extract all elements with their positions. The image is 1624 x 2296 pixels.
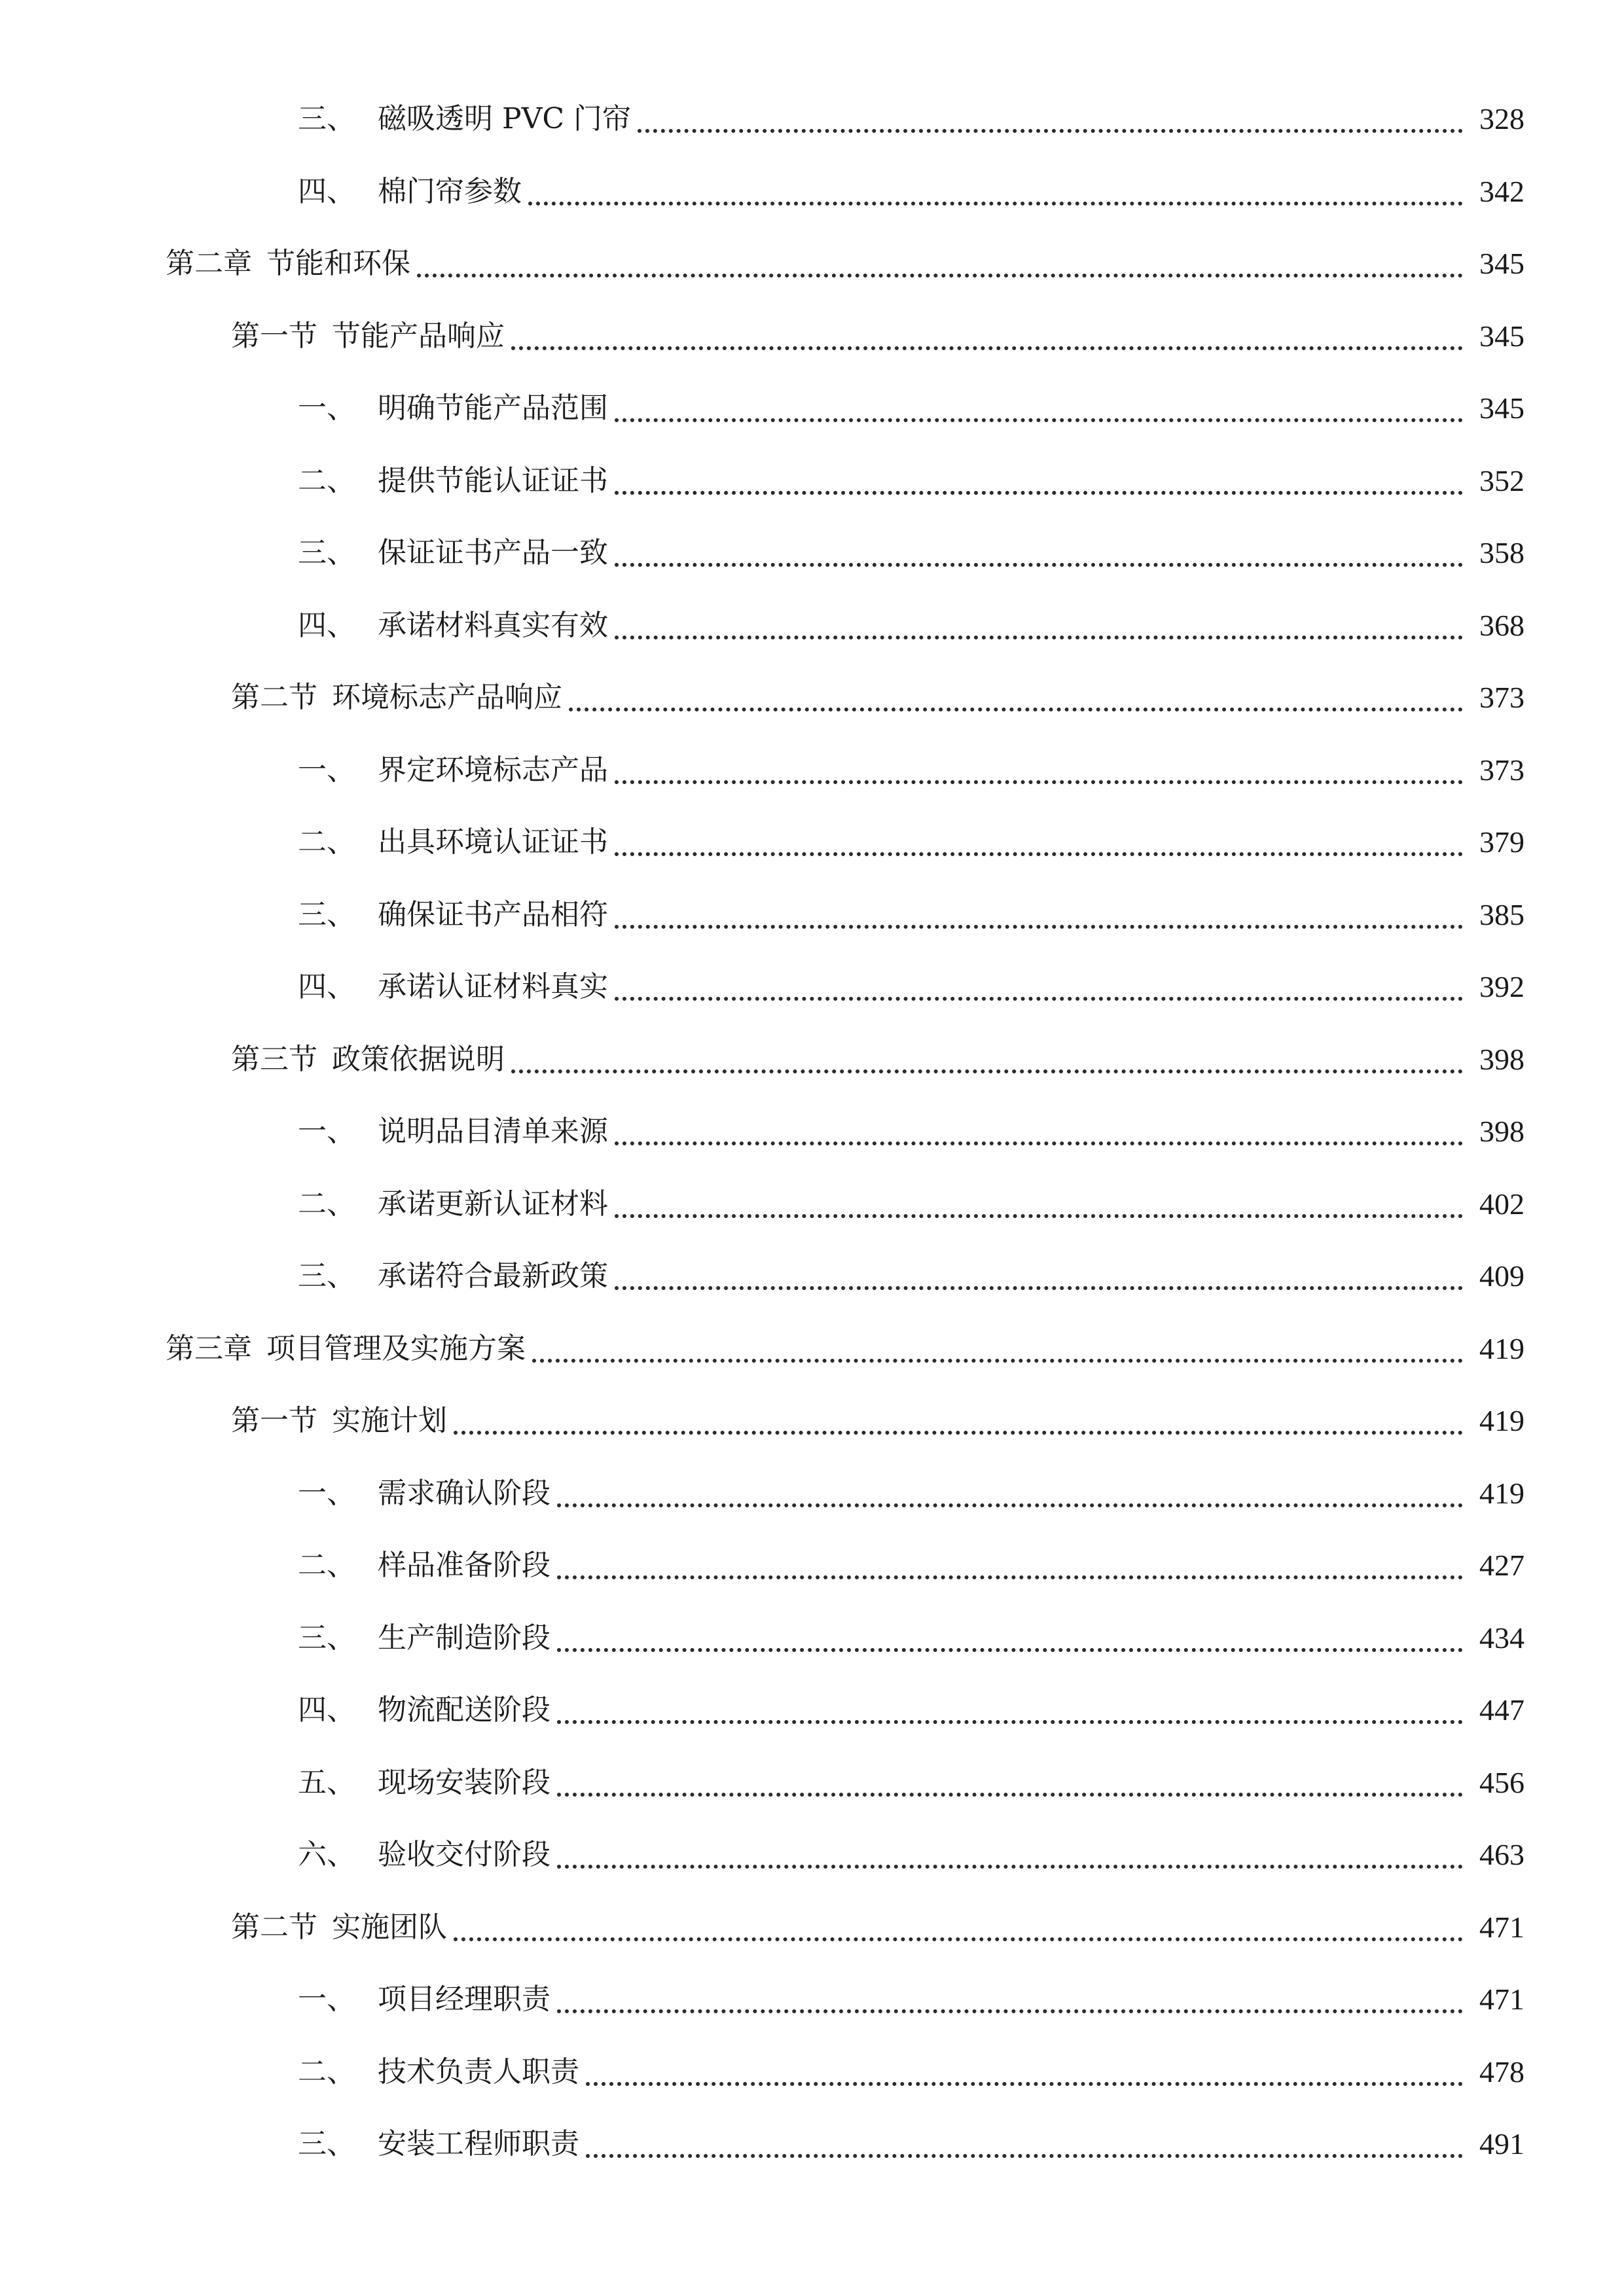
- toc-page-number: 398: [1479, 1043, 1525, 1076]
- toc-entry-number: 四、: [298, 1693, 355, 1727]
- toc-item[interactable]: [298, 1168, 1525, 1240]
- toc-page-number: 392: [1479, 970, 1525, 1003]
- toc-page-number: 463: [1479, 1838, 1525, 1871]
- toc-entry-title: 政策依据说明: [332, 1043, 505, 1076]
- toc-entry-title: 安装工程师职责: [378, 2127, 579, 2161]
- toc-section[interactable]: [231, 1024, 1525, 1096]
- toc-item[interactable]: [298, 879, 1525, 951]
- toc-entry-title: 明确节能产品范围: [378, 391, 608, 425]
- dot-leader: [417, 274, 1463, 278]
- toc-page-number: 447: [1479, 1693, 1525, 1727]
- toc-page-number: 491: [1479, 2127, 1525, 2161]
- toc-page-number: 419: [1479, 1404, 1525, 1437]
- dot-leader: [532, 1359, 1463, 1363]
- toc-entry-number: 三、: [298, 2127, 355, 2161]
- toc-chapter[interactable]: [166, 1313, 1525, 1385]
- dot-leader: [615, 1141, 1463, 1145]
- toc-entry-title: 样品准备阶段: [378, 1549, 550, 1582]
- dot-leader: [528, 202, 1463, 206]
- toc-item[interactable]: [298, 2108, 1525, 2180]
- toc-entry-title: 技术负责人职责: [378, 2055, 579, 2089]
- toc-item[interactable]: [298, 1602, 1525, 1674]
- toc-entry-number: 一、: [298, 753, 355, 787]
- toc-entry-title: 现场安装阶段: [378, 1766, 550, 1799]
- dot-leader: [511, 346, 1463, 350]
- dot-leader: [615, 1286, 1463, 1290]
- toc-page-number: 478: [1479, 2055, 1525, 2089]
- toc-page-number: 373: [1479, 753, 1525, 787]
- toc-item[interactable]: [298, 1240, 1525, 1312]
- toc-entry-title: 承诺更新认证材料: [378, 1187, 608, 1221]
- toc-entry-number: 四、: [298, 609, 355, 642]
- toc-entry-number: 三、: [298, 102, 355, 135]
- toc-entry-number: 一、: [298, 1982, 355, 2016]
- toc-entry-title: 节能产品响应: [332, 319, 505, 353]
- toc-entry-title: 承诺符合最新政策: [378, 1259, 608, 1293]
- toc-page-number: 456: [1479, 1766, 1525, 1799]
- toc-page-number: 342: [1479, 175, 1525, 208]
- dot-leader: [454, 1431, 1463, 1435]
- dot-leader: [557, 2009, 1463, 2013]
- dot-leader: [615, 852, 1463, 856]
- toc-entry-title: 实施计划: [332, 1404, 447, 1437]
- toc-page-number: 385: [1479, 898, 1525, 931]
- toc-item[interactable]: [298, 2036, 1525, 2108]
- dot-leader: [615, 1214, 1463, 1218]
- toc-entry-title: 环境标志产品响应: [332, 681, 562, 714]
- toc-entry-title: 出具环境认证证书: [378, 825, 608, 859]
- toc-entry-title: 实施团队: [332, 1910, 447, 1944]
- toc-entry-number: 第二章: [166, 247, 252, 280]
- toc-entry-number: 一、: [298, 1115, 355, 1148]
- dot-leader: [557, 1575, 1463, 1579]
- toc-entry-number: 第二节: [231, 681, 317, 714]
- toc-entry-number: 四、: [298, 970, 355, 1003]
- toc-item[interactable]: [298, 83, 1525, 155]
- toc-page-number: 345: [1479, 319, 1525, 353]
- toc-page-number: 419: [1479, 1477, 1525, 1510]
- toc-entry-number: 二、: [298, 1549, 355, 1582]
- toc-page-number: 328: [1479, 102, 1525, 135]
- toc-entry-number: 六、: [298, 1838, 355, 1871]
- toc-page-number: 402: [1479, 1187, 1525, 1221]
- toc-item[interactable]: [298, 372, 1525, 444]
- toc-entry-number: 一、: [298, 391, 355, 425]
- dot-leader: [615, 780, 1463, 784]
- toc-page-number: 419: [1479, 1332, 1525, 1365]
- toc-section[interactable]: [231, 1385, 1525, 1457]
- dot-leader: [586, 2082, 1463, 2086]
- dot-leader: [557, 1793, 1463, 1797]
- toc-page-number: 358: [1479, 536, 1525, 569]
- toc-page-number: 471: [1479, 1910, 1525, 1944]
- dot-leader: [569, 708, 1463, 711]
- toc-page-number: 434: [1479, 1621, 1525, 1655]
- toc-entry-title: 承诺材料真实有效: [378, 609, 608, 642]
- toc-page-number: 345: [1479, 391, 1525, 425]
- dot-leader: [615, 636, 1463, 639]
- dot-leader: [615, 925, 1463, 929]
- toc-entry-number: 第一节: [231, 1404, 317, 1437]
- toc-item[interactable]: [298, 1819, 1525, 1891]
- toc-entry-number: 三、: [298, 1259, 355, 1293]
- toc-entry-title: 需求确认阶段: [378, 1477, 550, 1510]
- toc-section[interactable]: [231, 1892, 1525, 1964]
- toc-entry-title: 磁吸透明 PVC 门帘: [378, 102, 632, 135]
- toc-item[interactable]: [298, 734, 1525, 806]
- toc-entry-title: 说明品目清单来源: [378, 1115, 608, 1148]
- toc-entry-number: 二、: [298, 464, 355, 497]
- dot-leader: [615, 491, 1463, 495]
- dot-leader: [638, 129, 1463, 133]
- toc-entry-number: 五、: [298, 1766, 355, 1799]
- toc-entry-title: 项目经理职责: [378, 1982, 550, 2016]
- toc-entry-title: 验收交付阶段: [378, 1838, 550, 1871]
- toc-entry-title: 物流配送阶段: [378, 1693, 550, 1727]
- toc-page-number: 345: [1479, 247, 1525, 280]
- toc-item[interactable]: [298, 1964, 1525, 2036]
- toc-entry-number: 第一节: [231, 319, 317, 353]
- toc-entry-number: 三、: [298, 898, 355, 931]
- dot-leader: [557, 1865, 1463, 1869]
- dot-leader: [615, 997, 1463, 1001]
- toc-page-number: 368: [1479, 609, 1525, 642]
- dot-leader: [586, 2154, 1463, 2158]
- dot-leader: [615, 418, 1463, 422]
- toc-entry-number: 第二节: [231, 1910, 317, 1944]
- toc-item[interactable]: [298, 445, 1525, 517]
- toc-item[interactable]: [298, 156, 1525, 228]
- toc-entry-title: 保证证书产品一致: [378, 536, 608, 569]
- dot-leader: [557, 1720, 1463, 1724]
- toc-entry-title: 生产制造阶段: [378, 1621, 550, 1655]
- toc-page-number: 373: [1479, 681, 1525, 714]
- toc-entry-title: 确保证书产品相符: [378, 898, 608, 931]
- toc-entry-number: 一、: [298, 1477, 355, 1510]
- toc-entry-number: 二、: [298, 825, 355, 859]
- dot-leader: [557, 1503, 1463, 1507]
- dot-leader: [557, 1648, 1463, 1652]
- toc-item[interactable]: [298, 1530, 1525, 1602]
- toc-page-number: 471: [1479, 1982, 1525, 2016]
- toc-entry-number: 第三节: [231, 1043, 317, 1076]
- toc-item[interactable]: [298, 806, 1525, 878]
- toc-chapter[interactable]: [166, 228, 1525, 300]
- toc-section[interactable]: [231, 662, 1525, 734]
- toc-entry-title: 项目管理及实施方案: [266, 1332, 526, 1365]
- toc-item[interactable]: [298, 1458, 1525, 1530]
- toc-entry-number: 第三章: [166, 1332, 252, 1365]
- toc-entry-title: 节能和环保: [266, 247, 410, 280]
- toc-page-number: 398: [1479, 1115, 1525, 1148]
- toc-entry-title: 界定环境标志产品: [378, 753, 608, 787]
- dot-leader: [615, 563, 1463, 567]
- toc-item[interactable]: [298, 590, 1525, 662]
- toc-page-number: 379: [1479, 825, 1525, 859]
- toc-entry-title: 承诺认证材料真实: [378, 970, 608, 1003]
- toc-item[interactable]: [298, 517, 1525, 589]
- toc-item[interactable]: [298, 1096, 1525, 1168]
- toc-entry-number: 二、: [298, 1187, 355, 1221]
- toc-entry-title: 提供节能认证证书: [378, 464, 608, 497]
- toc-entry-number: 三、: [298, 1621, 355, 1655]
- dot-leader: [454, 1937, 1463, 1941]
- toc-item[interactable]: [298, 951, 1525, 1023]
- toc-entry-title: 棉门帘参数: [378, 175, 522, 208]
- toc-entry-number: 四、: [298, 175, 355, 208]
- toc-section[interactable]: [231, 300, 1525, 372]
- toc-page-number: 427: [1479, 1549, 1525, 1582]
- toc-entry-number: 二、: [298, 2055, 355, 2089]
- toc-item[interactable]: [298, 1674, 1525, 1746]
- dot-leader: [511, 1069, 1463, 1073]
- toc-item[interactable]: [298, 1747, 1525, 1819]
- toc-entry-number: 三、: [298, 536, 355, 569]
- toc-page-number: 409: [1479, 1259, 1525, 1293]
- toc-page-number: 352: [1479, 464, 1525, 497]
